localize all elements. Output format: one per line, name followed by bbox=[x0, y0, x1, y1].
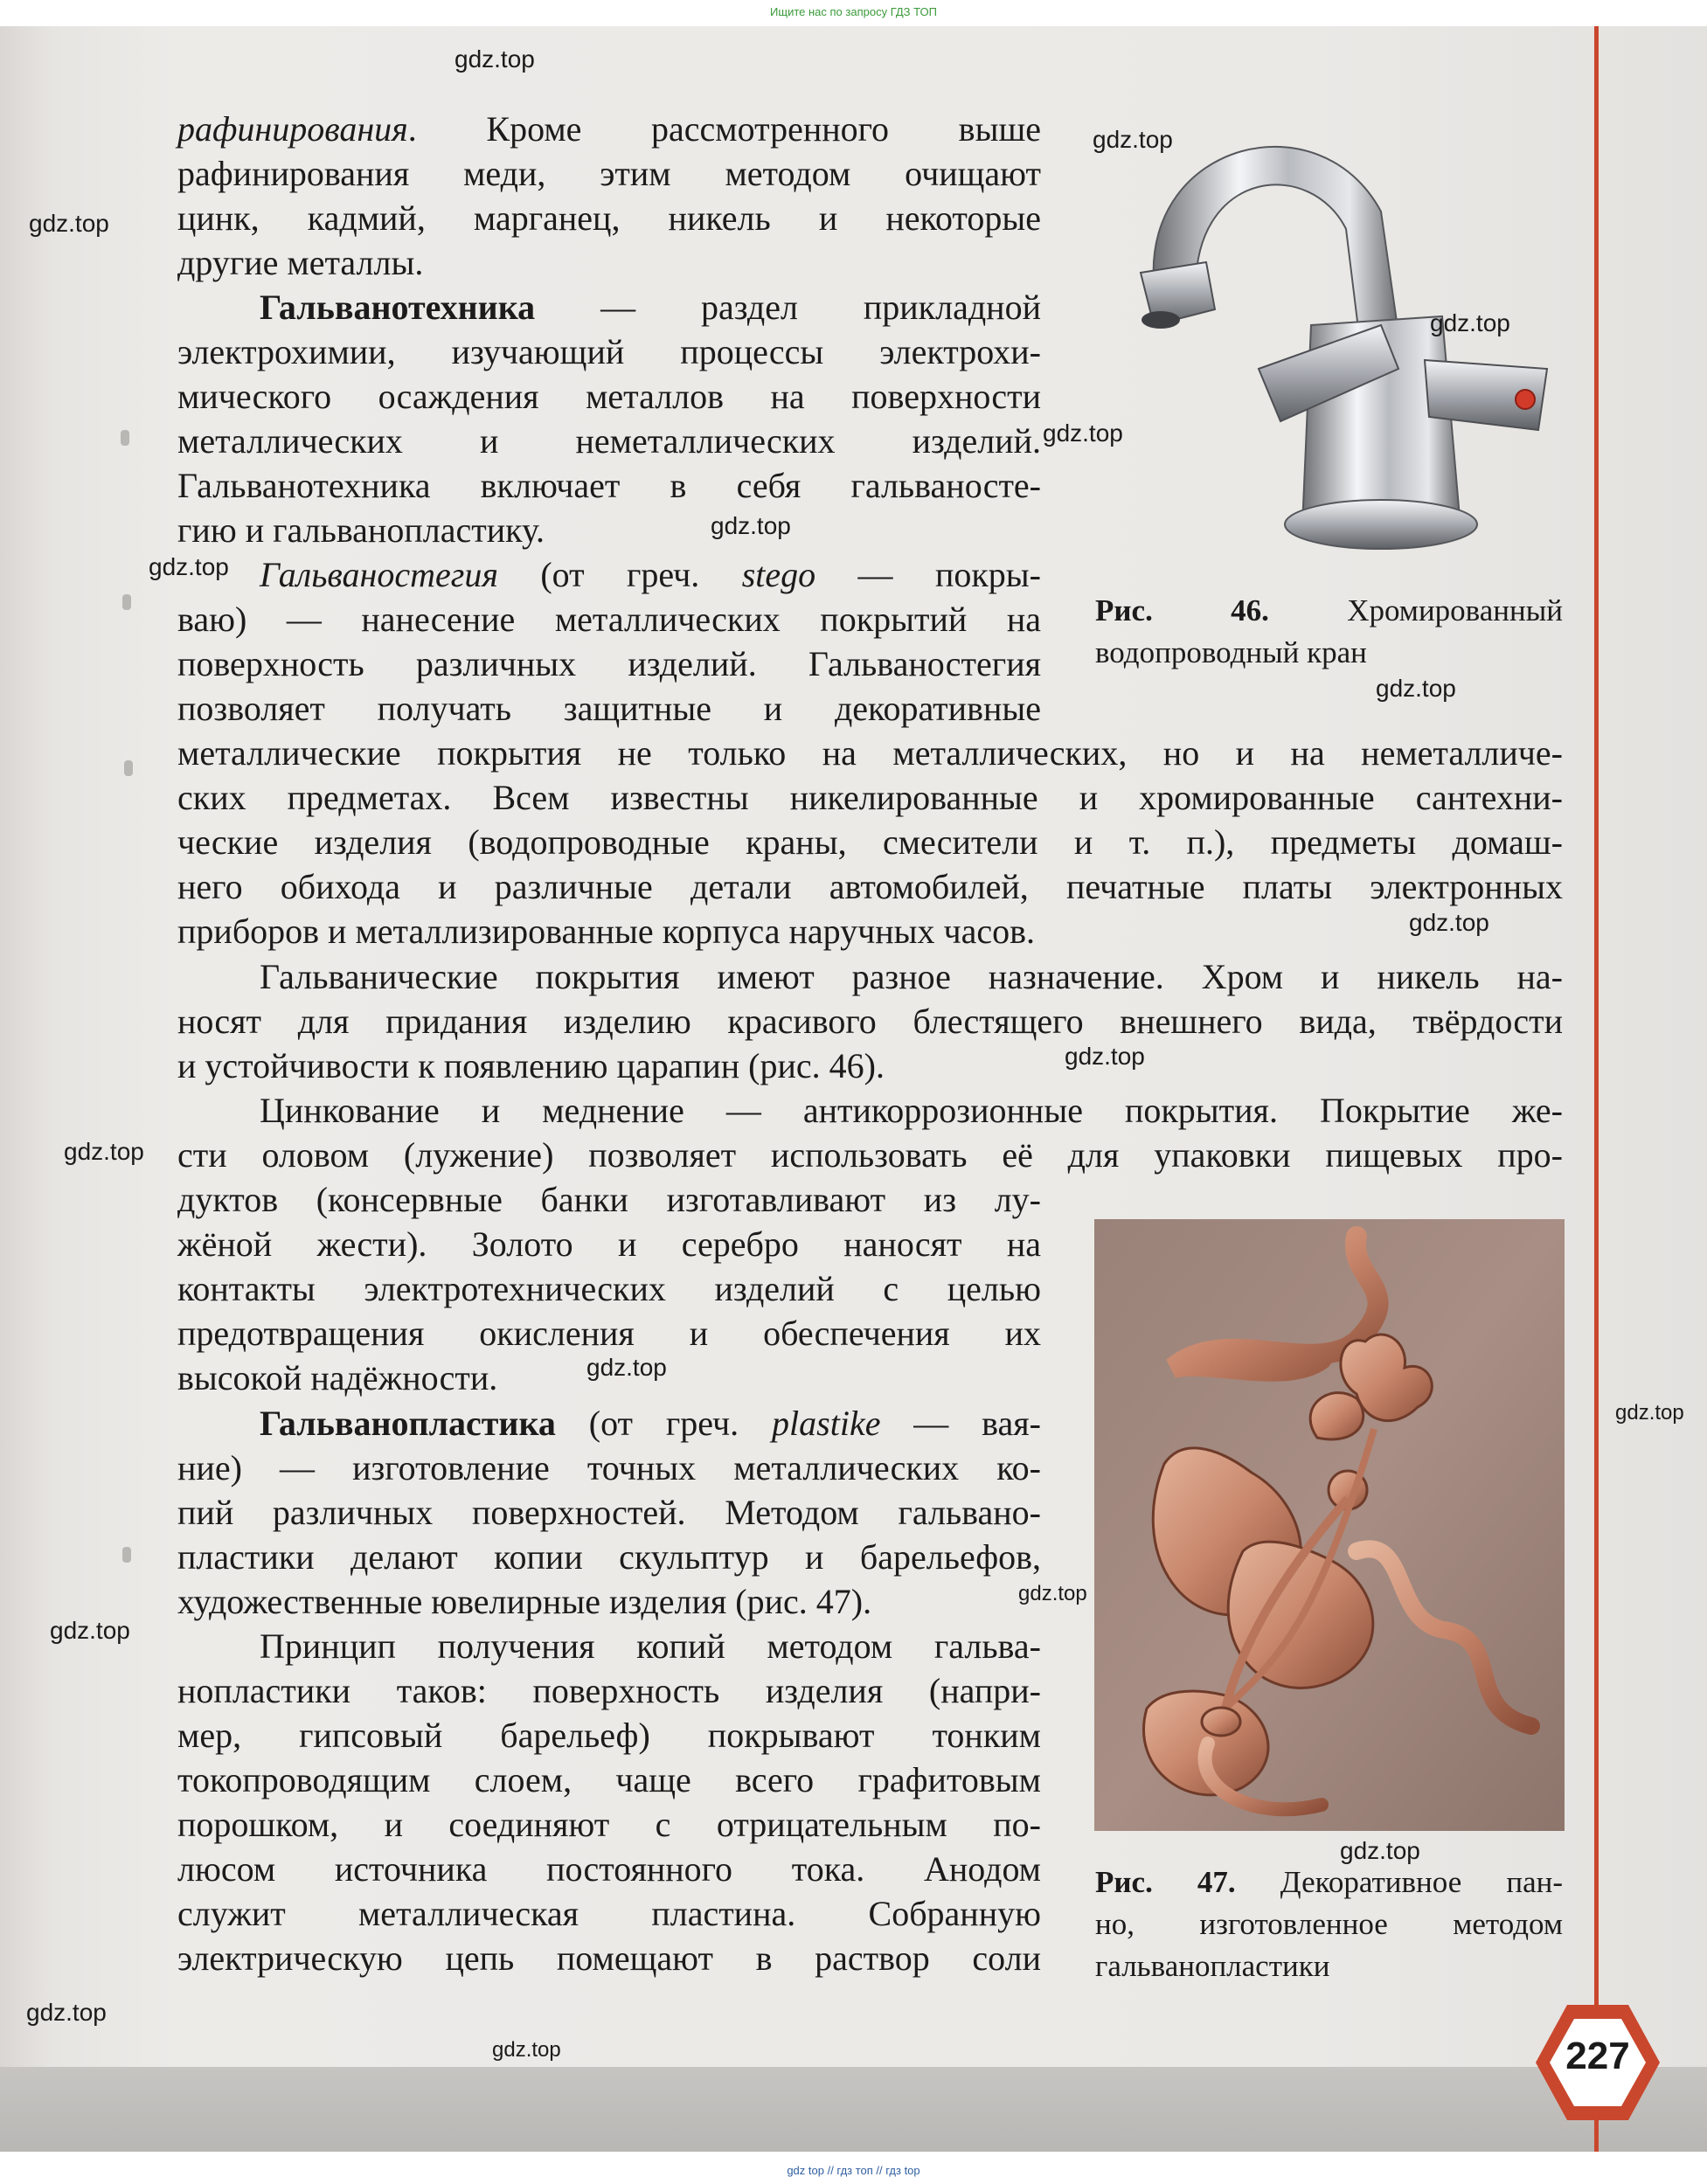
text-line bbox=[260, 1401, 1041, 1446]
copper-lotus-panel-icon bbox=[1094, 1219, 1565, 1831]
watermark: gdz.top bbox=[1018, 1582, 1087, 1605]
figure-47-caption-line: но, изготовленное методом bbox=[1095, 1907, 1563, 1941]
header-note: Ищите нас по запросу ГДЗ ТОП bbox=[770, 5, 937, 18]
watermark: gdz.top bbox=[1093, 126, 1173, 153]
watermark: gdz.top bbox=[455, 45, 535, 73]
margin-line bbox=[1594, 26, 1599, 2152]
text-line: приборов и металлизированные корпуса наручных часов. bbox=[177, 912, 1036, 951]
text-fragment: (от греч. bbox=[497, 555, 742, 594]
text-line: Гальванические покрытия имеют разное назначение. Хром и никель на- bbox=[260, 957, 1563, 996]
text-line: сти оловом (лужение) позволяет использовать её для упаковки пищевых про- bbox=[177, 1135, 1563, 1175]
text-line: пий различных поверхностей. Методом гальвано- bbox=[177, 1493, 1041, 1532]
text-line: токопроводящим слоем, чаще всего графитовым bbox=[177, 1760, 1041, 1799]
text-fragment: — вая- bbox=[880, 1404, 1041, 1443]
text-line: порошком, и соединяют с отрицательным по- bbox=[177, 1805, 1041, 1844]
text-fragment: — раздел прикладной bbox=[535, 288, 1041, 327]
margin-smudge bbox=[122, 1547, 131, 1563]
text-fragment: (от греч. bbox=[555, 1404, 773, 1443]
text-line: дуктов (консервные банки изготавливают из лу- bbox=[177, 1180, 1041, 1219]
text-line: позволяет получать защитные и декоративные bbox=[177, 689, 1041, 728]
text-line: электрохимии, изучающий процессы электрохи- bbox=[177, 332, 1041, 371]
figure-46-caption-line: водопроводный кран bbox=[1095, 635, 1367, 669]
text-line: ваю) — нанесение металлических покрытий на bbox=[177, 600, 1041, 639]
text-line: электрическую цепь помещают в раствор соли bbox=[177, 1938, 1041, 1978]
text-line: служит металлическая пластина. Собранную bbox=[177, 1894, 1041, 1933]
text-line: Цинкование и меднение — антикоррозионные покрытия. Покрытие же- bbox=[260, 1091, 1563, 1130]
watermark: gdz.top bbox=[1043, 419, 1123, 447]
text-line bbox=[260, 285, 1041, 330]
footer-note: gdz top // гдз топ // гдз top bbox=[787, 2164, 920, 2177]
text-line: мического осаждения металлов на поверхности bbox=[177, 377, 1041, 416]
margin-smudge bbox=[124, 760, 133, 776]
text-line: мер, гипсовый барельеф) покрывают тонким bbox=[177, 1716, 1041, 1755]
watermark: gdz.top bbox=[492, 2038, 561, 2062]
greek-word: plastike bbox=[772, 1404, 881, 1443]
watermark: gdz.top bbox=[1430, 309, 1510, 336]
watermark: gdz.top bbox=[1065, 1043, 1145, 1070]
text-line bbox=[177, 107, 1041, 152]
margin-smudge bbox=[122, 594, 131, 610]
text-line: высокой надёжности. bbox=[177, 1358, 498, 1397]
watermark: gdz.top bbox=[1376, 675, 1456, 702]
watermark: gdz.top bbox=[64, 1138, 144, 1165]
watermark: gdz.top bbox=[29, 210, 109, 237]
text-line: ских предметах. Всем известны никелированные и хромированные сантехни- bbox=[177, 778, 1563, 817]
text-fragment: — покры- bbox=[815, 555, 1041, 594]
text-line: контакты электротехнических изделий с целью bbox=[177, 1269, 1041, 1308]
watermark: gdz.top bbox=[586, 1354, 667, 1381]
text-line: металлические покрытия не только на металлических, но и на неметалличе- bbox=[177, 733, 1563, 773]
text-line: него обихода и различные детали автомобилей, печатные платы электронных bbox=[177, 867, 1563, 906]
text-line: и устойчивости к появлению царапин (рис. 46). bbox=[177, 1046, 885, 1085]
term-italic: рафинирования bbox=[177, 109, 408, 149]
term-bold: Гальванотехника bbox=[260, 288, 536, 327]
text-line: носят для придания изделию красивого блестящего внешнего вида, твёрдости bbox=[177, 1002, 1563, 1041]
page-number: 227 bbox=[1565, 2035, 1630, 2077]
watermark: gdz.top bbox=[711, 512, 791, 539]
figure-46-caption-line bbox=[1095, 590, 1563, 632]
text-fragment: . Кроме рассмотренного выше bbox=[407, 109, 1041, 149]
term-italic: Гальваностегия bbox=[260, 555, 498, 594]
text-line: пластики делают копии скульптур и барельефов, bbox=[177, 1537, 1041, 1577]
chrome-faucet-icon bbox=[1093, 107, 1565, 570]
text-line: другие металлы. bbox=[177, 243, 424, 282]
text-line: люсом источника постоянного тока. Анодом bbox=[177, 1849, 1041, 1889]
watermark: gdz.top bbox=[50, 1617, 130, 1644]
text-line: Принцип получения копий методом гальва- bbox=[260, 1626, 1041, 1666]
watermark: gdz.top bbox=[1340, 1837, 1420, 1864]
text-line: ческие изделия (водопроводные краны, смесители и т. п.), предметы домаш- bbox=[177, 822, 1563, 862]
text-line: нопластики таков: поверхность изделия (напри- bbox=[177, 1671, 1041, 1710]
footer-band bbox=[0, 2067, 1707, 2152]
figure-47-caption-line bbox=[1095, 1862, 1563, 1903]
watermark: gdz.top bbox=[1615, 1401, 1684, 1425]
text-line: Гальванотехника включает в себя гальваносте- bbox=[177, 466, 1041, 505]
text-line: жёной жести). Золото и серебро наносят на bbox=[177, 1224, 1041, 1264]
watermark: gdz.top bbox=[1409, 909, 1489, 936]
text-line: металлических и неметаллических изделий. bbox=[177, 421, 1041, 461]
text-line: художественные ювелирные изделия (рис. 47). bbox=[177, 1582, 872, 1621]
text-line: гию и гальванопластику. bbox=[177, 510, 545, 550]
margin-smudge bbox=[121, 430, 129, 446]
figure-46-label: Рис. 46. bbox=[1095, 593, 1269, 627]
text-line bbox=[260, 552, 1041, 598]
text-line: предотвращения окисления и обеспечения их bbox=[177, 1314, 1041, 1353]
figure-47-label: Рис. 47. bbox=[1095, 1865, 1236, 1899]
watermark: gdz.top bbox=[149, 553, 229, 580]
greek-word: stego bbox=[741, 555, 816, 594]
figure-47-caption-line: гальванопластики bbox=[1095, 1949, 1330, 1983]
watermark: gdz.top bbox=[26, 1999, 107, 2026]
text-line: рафинирования меди, этим методом очищают bbox=[177, 154, 1041, 193]
text-line: ние) — изготовление точных металлических ко- bbox=[177, 1448, 1041, 1487]
term-bold: Гальванопластика bbox=[260, 1404, 556, 1443]
text-line: цинк, кадмий, марганец, никель и некоторые bbox=[177, 198, 1041, 238]
caption-fragment: Декоративное пан- bbox=[1235, 1865, 1563, 1899]
caption-fragment: Хромированный bbox=[1268, 593, 1563, 627]
text-line: поверхность различных изделий. Гальваностегия bbox=[177, 644, 1041, 683]
